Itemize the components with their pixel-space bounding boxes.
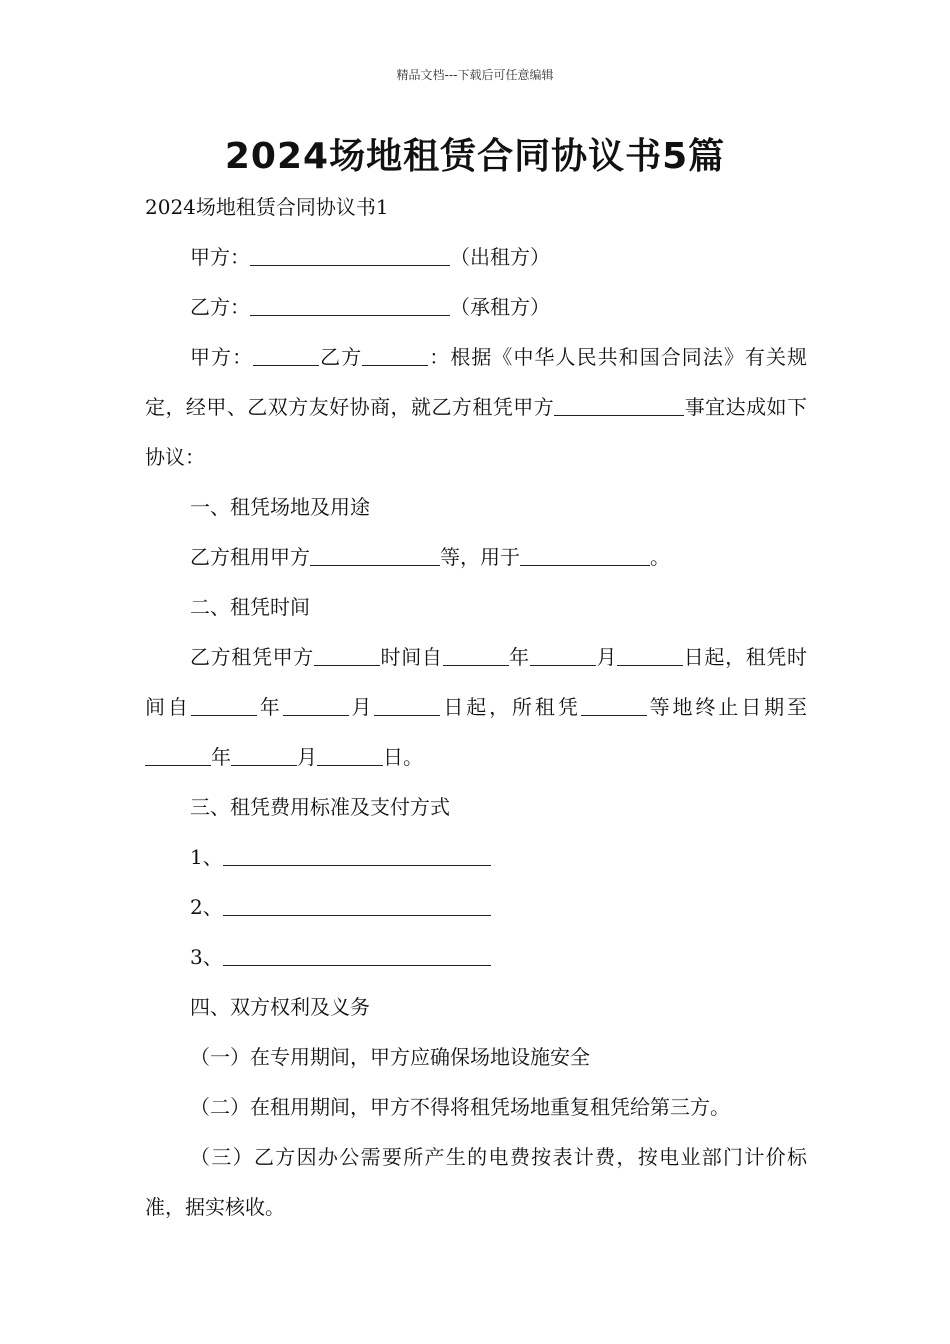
- text: 时间自: [379, 645, 443, 669]
- text: 月: [595, 645, 618, 669]
- text: 等，用于: [440, 545, 520, 569]
- blank: [520, 543, 650, 566]
- section-1-text: [145, 532, 807, 582]
- blank: [362, 343, 428, 366]
- section-3-item-3: [145, 932, 807, 982]
- blank: [283, 693, 349, 716]
- intro-text-2: 乙方: [319, 345, 363, 369]
- text: 乙方租凭甲方: [190, 645, 314, 669]
- section-3-item-2: [145, 882, 807, 932]
- item-number: 2、: [190, 895, 223, 919]
- blank: [317, 743, 383, 766]
- blank: [443, 643, 509, 666]
- intro-text-4: 事宜达成如下协议：: [145, 395, 808, 469]
- blank: [374, 693, 440, 716]
- text: 。: [650, 545, 670, 569]
- section-3-heading: 三、租凭费用标准及支付方式: [190, 795, 450, 819]
- party-b-line: [145, 282, 807, 332]
- section-4-item-3: （三）乙方因办公需要所产生的电费按表计费，按电业部门计价标准，据实核收。: [145, 1145, 807, 1219]
- section-2-text: [145, 632, 807, 782]
- text: 日起，所租凭: [440, 695, 581, 719]
- section-4-heading: 四、双方权利及义务: [190, 995, 370, 1019]
- intro-text-3: ：根据《中华人民共和国合同法》有关规定，经甲、乙双方友好协商，就乙方租凭甲方: [145, 345, 807, 419]
- document-body: [145, 182, 807, 1232]
- party-a-line: [145, 232, 807, 282]
- intro-paragraph: [145, 332, 807, 482]
- document-title: 2024场地租赁合同协议书5篇: [224, 136, 726, 177]
- subtitle: 2024场地租赁合同协议书1: [145, 195, 389, 219]
- party-a-label: 甲方：: [190, 245, 250, 269]
- text: 月: [348, 695, 375, 719]
- text: 日。: [383, 745, 423, 769]
- blank: [581, 693, 647, 716]
- party-b-blank: [250, 293, 450, 316]
- section-4-item-2: （二）在租用期间，甲方不得将租凭场地重复租凭给第三方。: [190, 1095, 730, 1119]
- section-1-heading: 一、租凭场地及用途: [190, 495, 370, 519]
- section-3-item-1: [145, 832, 807, 882]
- section-2-heading: 二、租凭时间: [190, 595, 310, 619]
- blank: [554, 393, 684, 416]
- text: 乙方租用甲方: [190, 545, 310, 569]
- blank: [223, 893, 491, 916]
- text: 等地终止日期至: [646, 695, 808, 719]
- blank: [145, 743, 211, 766]
- blank: [191, 693, 257, 716]
- intro-text-1: 甲方：: [190, 345, 254, 369]
- text: 年: [211, 745, 231, 769]
- party-b-role: （承租方）: [450, 295, 550, 319]
- party-a-role: （出租方）: [450, 245, 550, 269]
- party-a-blank: [250, 243, 450, 266]
- blank: [253, 343, 319, 366]
- blank: [530, 643, 596, 666]
- party-b-label: 乙方：: [190, 295, 250, 319]
- blank: [617, 643, 683, 666]
- blank: [231, 743, 297, 766]
- blank: [223, 843, 491, 866]
- item-number: 3、: [190, 945, 223, 969]
- section-4-item-1: （一）在专用期间，甲方应确保场地设施安全: [190, 1045, 590, 1069]
- item-number: 1、: [190, 845, 223, 869]
- text: 年: [256, 695, 283, 719]
- text: 日起，租凭时间自: [145, 645, 808, 719]
- blank: [223, 943, 491, 966]
- text: 月: [297, 745, 317, 769]
- text: 年: [508, 645, 530, 669]
- page-header: 精品文档---下载后可任意编辑: [396, 68, 554, 82]
- blank: [314, 643, 380, 666]
- blank: [310, 543, 440, 566]
